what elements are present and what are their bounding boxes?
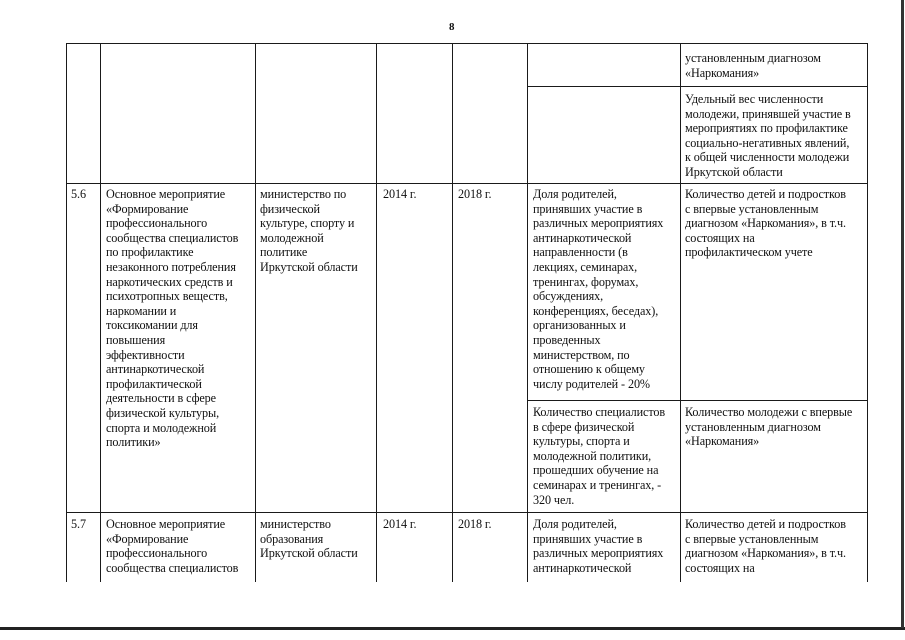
row-number: 5.6 [71,187,86,201]
end-year: 2018 г. [458,187,492,201]
expected-result: Количество специалистов в сфере физической культуры, спорта и молодежной политики, прошедших обучение на семинарах и тренингах, - 320 чел. [533,405,666,507]
page-number: 8 [449,21,455,33]
expected-result: Доля родителей, принявших участие в различных мероприятиях антинаркотической [533,517,664,575]
activity-description: Основное мероприятие «Формирование профессионального сообщества специалистов по профилактике незаконного потребления наркотических средств и психотропных веществ, наркомании и токсикомании для повышения эффективности антинаркотической профилактической деятельности в сфере физической культуры, спорта и молодежной политики» [106,187,239,450]
scan-border-bottom [0,627,905,630]
executor: министерство по физической культуре, спорту и молодежной политике Иркутской области [260,187,358,274]
executor: министерство образования Иркутской области [260,517,358,561]
activity-description: Основное мероприятие «Формирование профессионального сообщества специалистов [106,517,239,575]
start-year: 2014 г. [383,517,417,531]
expected-result: Доля родителей, принявших участие в различных мероприятиях антинаркотической направленности (в лекциях, семинарах, тренингах, форумах, обсуждениях, конференциях, беседах), организованных и проведенных министерством, по отношению к общему числу родителей - 20% [533,187,664,391]
row-number: 5.7 [71,517,86,531]
start-year: 2014 г. [383,187,417,201]
end-year: 2018 г. [458,517,492,531]
continued-indicator-1: установленным диагнозом «Наркомания» [685,51,821,80]
target-indicator: Количество молодежи с впервые установленным диагнозом «Наркомания» [685,405,853,449]
continued-indicator-2: Удельный вес численности молодежи, принявшей участие в мероприятиях по профилактике социально-негативных явлений, к общей численности молодежи Иркутской области [685,92,851,179]
target-indicator: Количество детей и подростков с впервые установленным диагнозом «Наркомания», в т.ч. состоящих на профилактическом учете [685,187,846,260]
target-indicator: Количество детей и подростков с впервые установленным диагнозом «Наркомания», в т.ч. состоящих на [685,517,846,575]
scan-border-right [901,0,904,628]
